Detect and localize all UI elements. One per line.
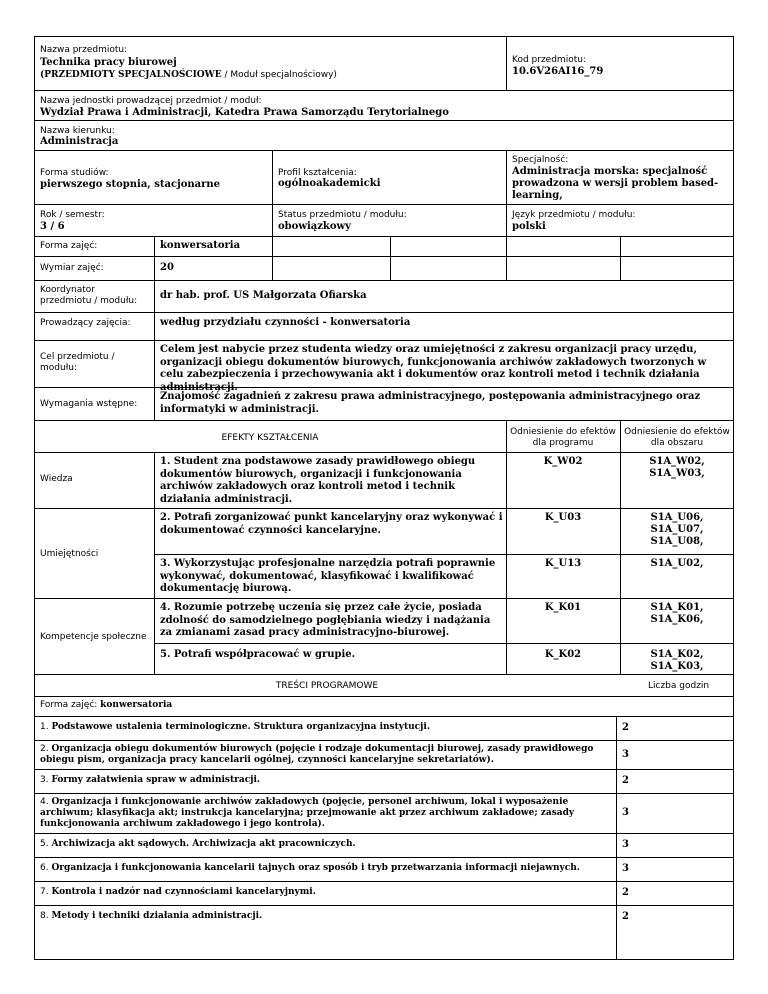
unit-name: Wydział Prawa i Administracji, Katedra Prawa Samorządu Terytorialnego [40,107,449,118]
content-hours-2: 3 [622,749,629,760]
content-row-8: 8. Metody i techniki działania administracji. [40,911,263,921]
outcome-area-5: S1A_K02, S1A_K03, [650,649,704,672]
content-form: Forma zajęć: konwersatoria [40,700,173,710]
study-form: pierwszego stopnia, stacjonarne [40,179,221,190]
unit-label: Nazwa jednostki prowadzącej przedmiot / moduł: [40,96,262,106]
outcome-text-2: 2. Potrafi zorganizować punkt kancelaryjny oraz wykonywać i dokumentować czynności kancelaryjne. [160,512,503,536]
content-hours-4: 3 [622,807,629,818]
course-name-label: Nazwa przedmiotu: [40,45,128,55]
content-hours-1: 2 [622,722,629,733]
cat-skills: Umiejętności [40,549,99,559]
outcome-program-2: K_U03 [544,512,582,523]
content-hours-3: 2 [622,775,629,786]
outcome-text-4: 4. Rozumie potrzebę uczenia się przez całe życie, posiada zdolność do samodzielnego pogłębiania wiedzy i nadążania za zmianami zasad pracy administracyjno-biurowej. [160,602,491,638]
outcomes-header: EFEKTY KSZTAŁCENIA [221,433,319,443]
field-label: Nazwa kierunku: [40,126,115,136]
specialty-line-3: learning, [512,190,563,201]
course-name: Technika pracy biurowej [40,57,177,68]
content-row-5: 5. Archiwizacja akt sądowych. Archiwizacja akt pracowniczych. [40,839,356,849]
specialty-line-2: prowadzona w wersji problem based- [512,178,719,189]
goal-label-2: modułu: [40,363,77,373]
coordinator-label-2: przedmiotu / modułu: [40,296,138,306]
content-hours-6: 3 [622,863,629,874]
outcome-area-4: S1A_K01, S1A_K06, [650,602,704,625]
coordinator-label-1: Koordynator [40,285,96,295]
col-area-header: Odniesienie do efektów dla obszaru [624,427,730,448]
hours-label: Wymiar zajęć: [40,263,104,273]
profile: ogólnoakademicki [278,178,381,189]
outcome-text-5: 5. Potrafi współpracować w grupie. [160,649,356,660]
teachers-label: Prowadzący zajęcia: [40,318,131,328]
content-hours-8: 2 [622,911,629,922]
content-row-1: 1. Podstawowe ustalenia terminologiczne. Struktura organizacyjna instytucji. [40,722,430,732]
specialty-label: Specjalność: [512,155,569,165]
content-hours-5: 3 [622,839,629,850]
cat-social: Kompetencje społeczne [40,632,147,642]
code-label: Kod przedmiotu: [512,55,586,65]
language: polski [512,221,546,232]
goal-text: Celem jest nabycie przez studenta wiedzy oraz umiejętności z zakresu organizacji pracy urzędu, organizacji obiegu dokumentów biurowych, funkcjonowania archiwów zakładowych tworzonych w celu zabezpieczenia i przechowywania akt i dokumentów oraz kontroli metod i technik działania administracji. [160,344,707,393]
goal-label-1: Cel przedmiotu / [40,352,115,362]
outcome-area-3: S1A_U02, [650,558,704,569]
content-row-4: 4. Organizacja i funkcjonowanie archiwów zakładowych (pojęcie, personel archiwum, lokal i wyposażenie archiwum; klasyfikacja akt; instrukcja kancelaryjna; przejmowanie akt przez archiwum zakładowe; zasady funkcjonowania archiwum zakładowego i jego kontrola). [40,797,575,829]
outcome-program-1: K_W02 [543,456,583,467]
profile-label: Profil kształcenia: [278,168,357,178]
year-label: Rok / semestr: [40,210,105,220]
content-row-6: 6. Organizacja i funkcjonowania kancelarii tajnych oraz sposób i tryb przetwarzania informacji niejawnych. [40,863,580,873]
outcome-program-4: K_K01 [544,602,582,613]
content-header: TREŚCI PROGRAMOWE [275,681,379,691]
outcome-area-1: S1A_W02, S1A_W03, [649,456,705,479]
language-label: Język przedmiotu / modułu: [512,210,636,220]
outcome-program-3: K_U13 [544,558,582,569]
content-row-7: 7. Kontrola i nadzór nad czynnościami kancelaryjnymi. [40,887,316,897]
year-semester: 3 / 6 [40,221,65,232]
content-row-3: 3. Formy załatwienia spraw w administracji. [40,775,261,785]
outcome-program-5: K_K02 [544,649,582,660]
study-form-label: Forma studiów: [40,168,109,178]
course-group: (PRZEDMIOTY SPECJALNOŚCIOWE / Moduł specjalnościowy) [40,70,337,80]
status-label: Status przedmiotu / modułu: [278,210,407,220]
class-form: konwersatoria [160,240,241,251]
field-name: Administracja [40,136,119,147]
coordinator: dr hab. prof. US Małgorzata Ofiarska [160,290,367,301]
hours-total: 20 [160,262,174,273]
specialty-line-1: Administracja morska: specjalność [512,166,708,177]
col-program-header: Odniesienie do efektów dla programu [510,427,616,448]
class-form-label: Forma zajęć: [40,241,98,251]
outcome-text-3: 3. Wykorzystując profesjonalne narzędzia potrafi poprawnie wykonywać, dokumentować, klasyfikować i kwalifikować dokumentację biurową. [160,558,496,594]
requirements-label: Wymagania wstępne: [40,399,138,409]
status: obowiązkowy [278,221,351,232]
teachers: według przydziału czynności - konwersatoria [160,317,411,328]
outcome-text-1: 1. Student zna podstawowe zasady prawidłowego obiegu dokumentów biurowych, organizacji i funkcjonowania archiwów zakładowych oraz kontroli metod i technik działania administracji. [160,456,476,505]
requirements-text: Znajomość zagadnień z zakresu prawa administracyjnego, postępowania administracyjnego oraz informatyki w administracji. [160,391,701,415]
outcome-area-2: S1A_U06, S1A_U07, S1A_U08, [650,512,704,547]
cat-knowledge: Wiedza [40,474,73,484]
content-row-2: 2. Organizacja obiegu dokumentów biurowych (pojęcie i rodzaje dokumentacji biurowej, zasady prawidłowego obiegu pism, organizacja pracy kancelarii ogólnej, czynności kancelaryjne sekretariatów). [40,744,594,765]
course-code: 10.6V26AI16_79 [512,66,604,77]
hours-header: Liczba godzin [648,681,710,691]
content-hours-7: 2 [622,887,629,898]
